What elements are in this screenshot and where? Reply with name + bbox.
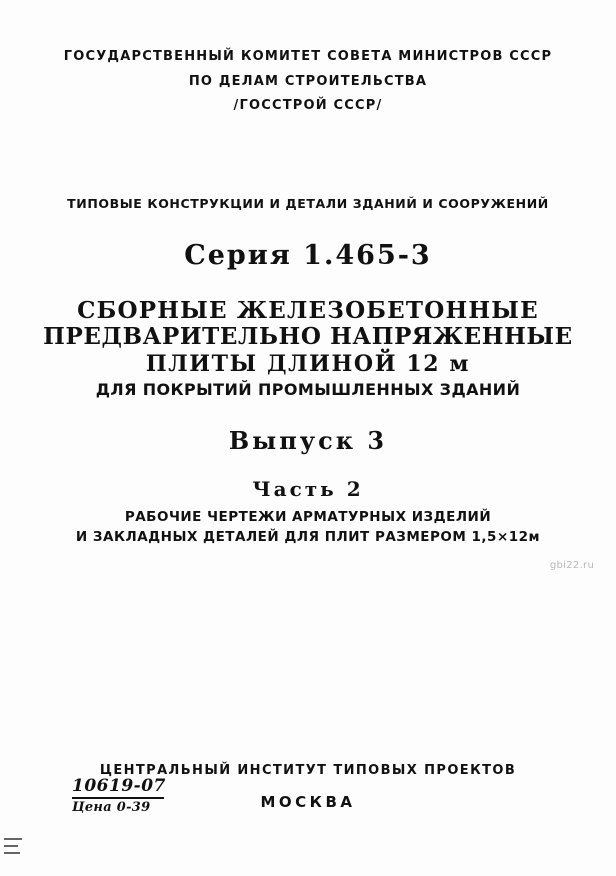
contents-line-1: РАБОЧИЕ ЧЕРТЕЖИ АРМАТУРНЫХ ИЗДЕЛИЙ — [124, 509, 492, 525]
organization-header — [0, 48, 616, 122]
catalog-price: Цена 0-39 — [72, 799, 151, 815]
series-number: Серия 1.465-3 — [184, 240, 432, 271]
title-line-4: ДЛЯ ПОКРЫТИЙ ПРОМЫШЛЕННЫХ ЗДАНИЙ — [95, 380, 521, 400]
title-line-1: СБОРНЫЕ ЖЕЛЕЗОБЕТОННЫЕ — [77, 297, 539, 324]
publisher-city: МОСКВА — [260, 792, 356, 811]
title-line-2: ПРЕДВАРИТЕЛЬНО НАПРЯЖЕННЫЕ — [43, 323, 573, 351]
document-title — [0, 298, 616, 401]
contents-description — [0, 508, 616, 547]
stamp-divider — [72, 797, 164, 799]
scan-tick — [4, 838, 22, 840]
organization-line-1: ГОСУДАРСТВЕННЫЙ КОМИТЕТ СОВЕТА МИНИСТРОВ СССР — [63, 49, 553, 64]
scan-tick — [4, 845, 18, 847]
contents-line-2: И ЗАКЛАДНЫХ ДЕТАЛЕЙ ДЛЯ ПЛИТ РАЗМЕРОМ 1,5×12м — [75, 528, 541, 545]
scan-edge-marks — [4, 838, 30, 862]
issue-number: Выпуск 3 — [228, 426, 388, 455]
catalog-code: 10619-07 — [72, 776, 166, 796]
publisher-name: ЦЕНТРАЛЬНЫЙ ИНСТИТУТ ТИПОВЫХ ПРОЕКТОВ — [99, 763, 517, 778]
series-kind-label: ТИПОВЫЕ КОНСТРУКЦИИ И ДЕТАЛИ ЗДАНИЙ И СООРУЖЕНИЙ — [67, 196, 549, 211]
organization-line-3: /ГОССТРОЙ СССР/ — [233, 98, 383, 114]
organization-line-2: ПО ДЕЛАМ СТРОИТЕЛЬСТВА — [188, 73, 428, 89]
watermark-text: gbi22.ru — [549, 560, 595, 571]
part-number: Часть 2 — [252, 477, 364, 501]
catalog-stamp — [72, 778, 166, 815]
title-line-3: ПЛИТЫ ДЛИНОЙ 12 м — [145, 350, 471, 377]
scan-tick — [4, 852, 20, 854]
